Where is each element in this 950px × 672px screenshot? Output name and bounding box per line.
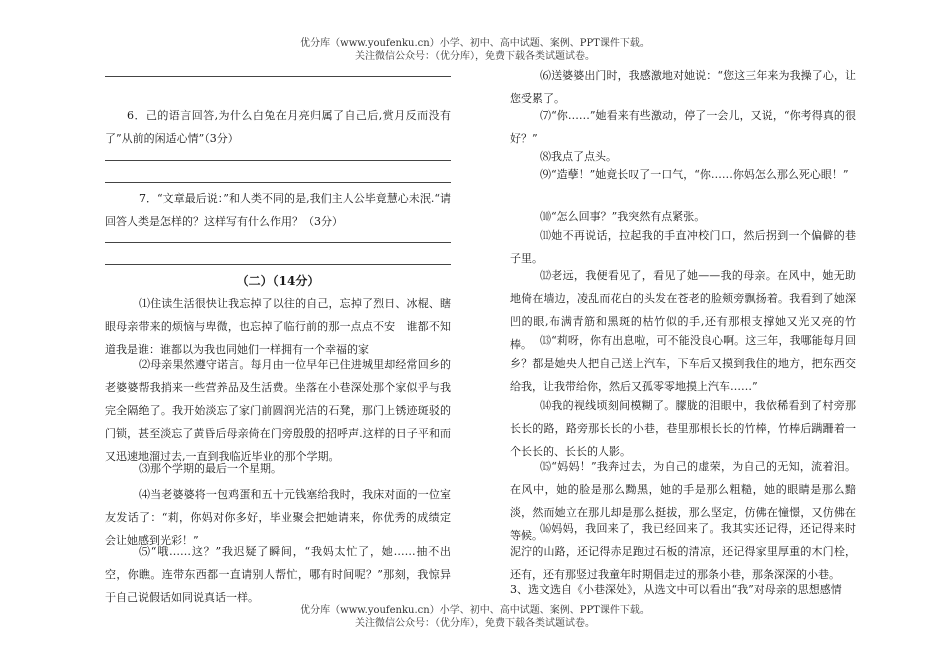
- paragraph: ⒀“莉呀，你有出息啦，可不能没良心啊。这三年，我哪能每月回乡？都是她央人把自己送上汽车，下车后又摸到我住的地方，把东西交给我，让我带给你，然后又孤零零地摸上汽车……”: [510, 334, 856, 393]
- question-7: 7．“文章最后说：”和人类不同的是,我们主人公毕竟慧心未泯.“请回答人类是怎样的？这样写有什么作用？（3分）: [105, 192, 451, 228]
- paragraph: ⑶那个学期的最后一个星期。: [139, 462, 282, 475]
- paragraph: ⑹送婆婆出门时，我感激地对她说：“您这三年来为我操了心，让您受累了。: [510, 69, 856, 105]
- page-header: [0, 37, 950, 63]
- paragraph: ⑿老远，我便看见了，看见了她——我的母亲。在风中，她无助地倚在墙边，凌乱而花白的头发在苍老的脸颊旁飘扬着。我看到了她深凹的眼,布满青筋和黑斑的枯竹似的手,还有那根支撑她又光又亮的竹棒。: [510, 269, 856, 351]
- answer-line: [105, 242, 451, 243]
- section-title: （二）（14分）: [236, 274, 320, 288]
- answer-line: [105, 76, 451, 77]
- paragraph: ⑽“怎么回事？”我突然有点紧张。: [540, 210, 706, 223]
- footer-line-1: 优分库（www.youfenku.cn）小学、初中、高中试题、案例、PPT课件下载。: [300, 605, 650, 616]
- question-3: 3、选文选自《小巷深处》，从选文中可以看出“我”对母亲的思想感情: [510, 583, 842, 596]
- paragraph: ⑸“哦……这？”我迟疑了瞬间，“我妈太忙了，她……抽不出空，你瞧。连带东西都一直请别人帮忙，哪有时间呢？”那刻，我惊异于自己说假话如同说真话一样。: [105, 545, 451, 604]
- paragraph: ⒁我的视线顷刻间模糊了。朦胧的泪眼中，我依稀看到了村旁那长长的路，路旁那长长的小巷，巷里那根长长的竹棒，竹棒后蹒跚着一个长长的、长长的人影。: [510, 399, 856, 458]
- paragraph: ⒂“妈妈！”我奔过去，为自己的虚荣，为自己的无知，流着泪。在风中，她的脸是那么黝黑，她的手是那么粗糙，她的眼睛是那么黯淡，然而她立在那儿却是那么挺拔，那么坚定，仿佛在憧憬，又仿佛在等候。: [510, 460, 856, 542]
- paragraph: ⑾她不再说话，拉起我的手直冲校门口，然后拐到一个偏僻的巷子里。: [510, 229, 856, 265]
- header-line-1: 优分库（www.youfenku.cn）小学、初中、高中试题、案例、PPT课件下载。: [300, 38, 650, 49]
- paragraph: ⒃妈妈，我回来了，我已经回来了。我其实还记得，还记得来时泥泞的山路，还记得赤足跑过石板的清凉，还记得家里厚重的木门栓，还有，还有那竖过我童年时期倡走过的那条小巷，那条深深的小巷。: [510, 522, 856, 581]
- paragraph: ⑵母亲果然遵守诺言。每月由一位早年已住进城里却经常回乡的老婆婆帮我捎来一些营养品及生活费。坐落在小巷深处那个家似乎与我完全隔绝了。我开始淡忘了家门前圆润光洁的石凳，那门上锈迹斑驳的门锁，甚至淡忘了黄昏后母亲倚在门旁殷殷的招呼声.这样的日子平和而又迅速地溜过去,一直到我临近毕业的那个学期。: [105, 358, 451, 463]
- paragraph: ⑴住读生活很快让我忘掉了以往的自己，忘掉了烈日、冰棍、瞎眼母亲带来的烦恼与卑微，也忘掉了临行前的那一点点不安 谁都不知道我是谁：谁都以为我也同她们一样拥有一个幸福的家: [105, 297, 451, 356]
- page-footer: [0, 604, 950, 630]
- paragraph: ⑺“你……”她看来有些激动，停了一会儿，又说，“你考得真的很好？”: [510, 109, 856, 145]
- paragraph: ⑻我点了点头。: [540, 150, 617, 163]
- answer-line: [105, 264, 451, 265]
- paragraph: ⑼“造孽！”她竟长叹了一口气，“你……你妈怎么那么死心眼！”: [540, 168, 849, 181]
- footer-line-2: 关注微信公众号：（优分库），免费下载各类试题试卷。: [355, 618, 595, 629]
- question-6: 6．己的语言回答,为什么白兔在月亮归属了自己后,赏月反而没有了”从前的闲适心情”（3分）: [105, 109, 451, 145]
- answer-line: [105, 182, 451, 183]
- paragraph: ⑷当老婆婆将一包鸡蛋和五十元钱塞给我时，我床对面的一位室友发话了：“莉，你妈对你多好，毕业聚会把她请来，你优秀的成绩定会让她感到光彩！”: [105, 488, 451, 547]
- answer-line: [105, 160, 451, 161]
- header-line-2: 关注微信公众号：（优分库），免费下载各类试题试卷。: [355, 51, 595, 62]
